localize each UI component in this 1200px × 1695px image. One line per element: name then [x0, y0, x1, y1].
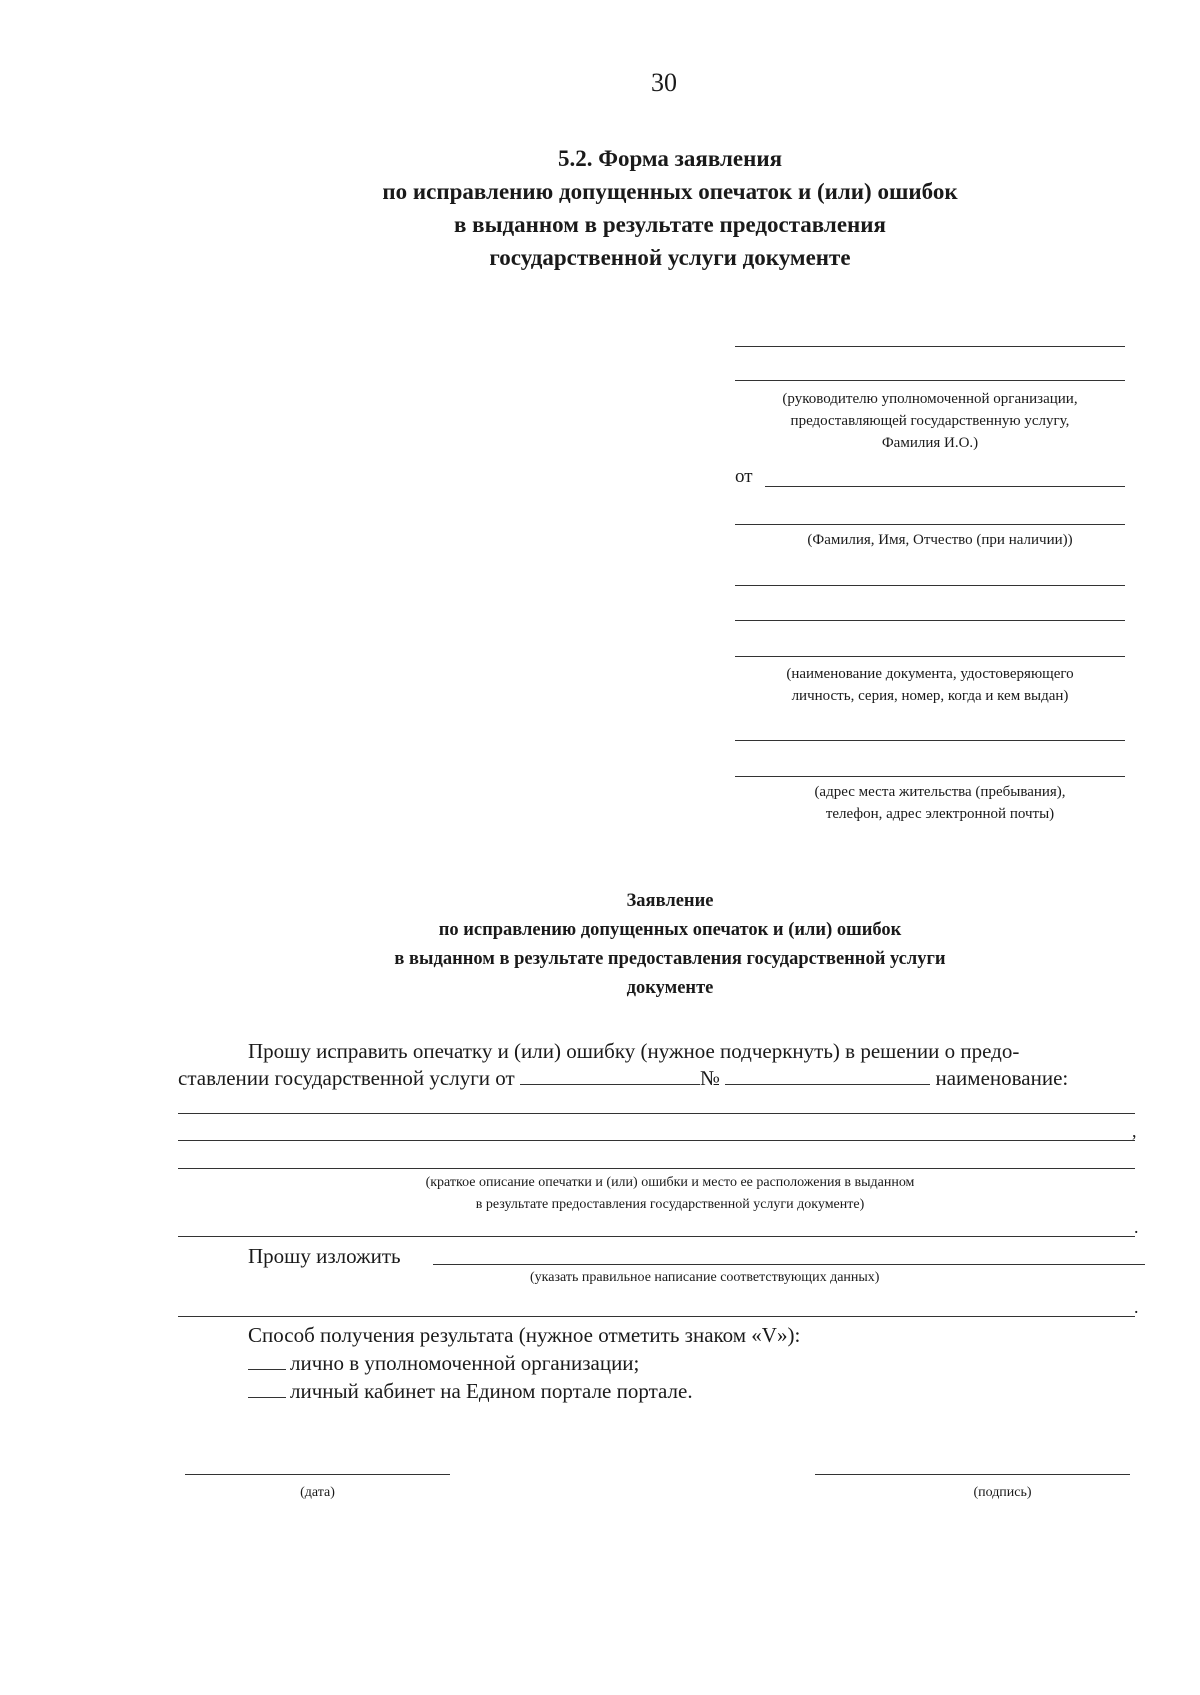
signature-label: (подпись)	[973, 1485, 1032, 1500]
application-heading-line-4: документе	[626, 978, 714, 998]
option-portal[interactable]	[248, 1378, 693, 1405]
description-note-line-2: в результате предоставления государственной услуги документе)	[475, 1197, 865, 1212]
from-line-1[interactable]	[765, 486, 1125, 487]
name-label: наименование:	[935, 1066, 1069, 1090]
form-title-line-2: по исправлению допущенных опечаток и (или) ошибок	[382, 179, 958, 204]
decision-number-field[interactable]	[725, 1066, 930, 1085]
state-line-2[interactable]	[178, 1316, 1135, 1317]
id-doc-line-1[interactable]	[735, 585, 1125, 586]
date-line[interactable]	[185, 1474, 450, 1475]
recipient-line-1[interactable]	[735, 346, 1125, 347]
id-doc-note-line-1: (наименование документа, удостоверяющего	[786, 666, 1074, 682]
address-line-1[interactable]	[735, 740, 1125, 741]
form-title	[280, 142, 1060, 274]
from-line-2[interactable]	[735, 524, 1125, 525]
recipient-line-2[interactable]	[735, 380, 1125, 381]
fio-note: (Фамилия, Имя, Отчество (при наличии))	[807, 532, 1073, 548]
period-mark-2: .	[1134, 1297, 1139, 1317]
request-line-2-text: ставлении государственной услуги от	[178, 1066, 515, 1090]
option-in-person-label: лично в уполномоченной организации;	[290, 1351, 640, 1375]
signature-line[interactable]	[815, 1474, 1130, 1475]
description-line[interactable]	[178, 1168, 1135, 1169]
address-line-2[interactable]	[735, 776, 1125, 777]
application-heading-line-2: по исправлению допущенных опечаток и (или) ошибок	[438, 920, 902, 940]
recipient-note	[720, 388, 1140, 454]
form-title-line-4: государственной услуги документе	[489, 245, 851, 270]
recipient-note-line-1: (руководителю уполномоченной организации,	[782, 391, 1078, 407]
id-doc-note	[720, 663, 1140, 707]
address-note-line-1: (адрес места жительства (пребывания),	[814, 784, 1066, 800]
recipient-note-line-2: предоставляющей государственную услугу,	[790, 413, 1070, 429]
address-note-line-2: телефон, адрес электронной почты)	[825, 806, 1055, 822]
number-sign: №	[699, 1066, 720, 1090]
address-note	[730, 781, 1150, 825]
application-heading-line-1: Заявление	[626, 891, 714, 911]
id-doc-line-3[interactable]	[735, 656, 1125, 657]
name-line-2[interactable]	[178, 1140, 1135, 1141]
id-doc-note-line-2: личность, серия, номер, когда и кем выдан)	[791, 688, 1069, 704]
form-title-line-1: 5.2. Форма заявления	[557, 146, 783, 171]
decision-date-field[interactable]	[520, 1066, 700, 1085]
date-label: (дата)	[300, 1485, 335, 1500]
from-label: от	[735, 466, 753, 487]
request-line-2	[178, 1065, 1068, 1092]
method-label: Способ получения результата (нужное отметить знаком «V»):	[248, 1323, 801, 1347]
description-note-line-1: (краткое описание опечатки и (или) ошибки и место ее расположения в выданном	[425, 1175, 915, 1190]
comma-mark: ,	[1132, 1121, 1137, 1141]
option-in-person-checkbox[interactable]	[248, 1351, 286, 1370]
application-heading-line-3: в выданном в результате предоставления государственной услуги	[394, 949, 946, 969]
option-portal-label: личный кабинет на Едином портале портале.	[290, 1379, 693, 1403]
request-line-1: Прошу исправить опечатку и (или) ошибку (нужное подчеркнуть) в решении о предо-	[248, 1039, 1020, 1063]
id-doc-line-2[interactable]	[735, 620, 1125, 621]
description-line-2[interactable]	[178, 1236, 1135, 1237]
state-note: (указать правильное написание соответствующих данных)	[530, 1270, 880, 1285]
description-note	[250, 1172, 1090, 1216]
state-label: Прошу изложить	[248, 1244, 401, 1268]
page-number: 30	[651, 68, 677, 97]
state-line[interactable]	[433, 1264, 1145, 1265]
name-line-1[interactable]	[178, 1113, 1135, 1114]
period-mark-1: .	[1134, 1217, 1139, 1237]
form-title-line-3: в выданном в результате предоставления	[453, 212, 886, 237]
option-portal-checkbox[interactable]	[248, 1379, 286, 1398]
option-in-person[interactable]	[248, 1350, 639, 1377]
recipient-note-line-3: Фамилия И.О.)	[881, 435, 979, 451]
application-heading	[250, 887, 1090, 1003]
